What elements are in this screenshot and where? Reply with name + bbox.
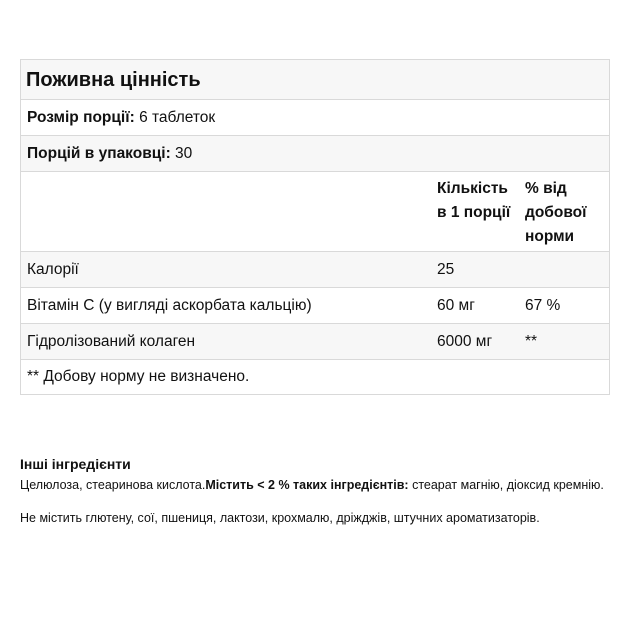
nutrition-facts-table <box>20 59 610 395</box>
serving-size-row <box>21 100 609 136</box>
nutrient-dv: 67 % <box>525 296 561 314</box>
nutrient-name: Калорії <box>27 260 79 278</box>
contains-value: стеарат магнію, діоксид кремнію. <box>408 478 604 492</box>
contains-label: Містить < 2 % таких інгредієнтів: <box>205 478 409 492</box>
nutrient-name: Гідролізований колаген <box>27 332 196 350</box>
serving-size-value: 6 таблеток <box>139 108 216 126</box>
servings-per-container-value: 30 <box>175 144 193 162</box>
footnote-row <box>21 360 609 395</box>
nutrient-amount: 60 мг <box>437 296 475 314</box>
nutrient-amount: 6000 мг <box>437 332 493 350</box>
facts-title: Поживна цінність <box>26 68 201 91</box>
servings-per-container-row <box>21 136 609 172</box>
daily-value-header-line: % від <box>525 180 567 197</box>
free-from-statement: Не містить глютену, сої, пшениця, лактози, крохмалю, дріжджів, штучних ароматизаторів. <box>20 511 540 525</box>
nutrient-amount: 25 <box>437 260 455 278</box>
column-header-row <box>21 172 609 252</box>
serving-size-label: Розмір порції: <box>27 108 135 126</box>
table-row <box>21 252 609 288</box>
table-row <box>21 288 609 324</box>
amount-header-line: в 1 порції <box>437 204 511 221</box>
nutrient-name: Вітамін С (у вигляді аскорбата кальцію) <box>27 296 312 314</box>
servings-per-container-label: Порцій в упаковці: <box>27 144 171 162</box>
nutrient-dv: ** <box>525 332 538 350</box>
other-ingredients-section <box>20 455 620 527</box>
ingredients-line <box>20 476 620 494</box>
ingredients-list: Целюлоза, стеаринова кислота. <box>20 478 206 492</box>
amount-header <box>431 177 519 225</box>
daily-value-header-line: норми <box>525 228 575 245</box>
daily-value-header-line: добової <box>525 204 587 221</box>
amount-header-line: Кількість <box>437 180 508 197</box>
servings-per-container <box>21 142 609 166</box>
daily-value-header <box>519 177 609 249</box>
serving-size <box>21 106 609 130</box>
table-row <box>21 324 609 360</box>
facts-title-row <box>21 60 609 100</box>
footnote: ** Добову норму не визначено. <box>27 368 250 385</box>
other-ingredients-title: Інші інгредієнти <box>20 456 131 472</box>
